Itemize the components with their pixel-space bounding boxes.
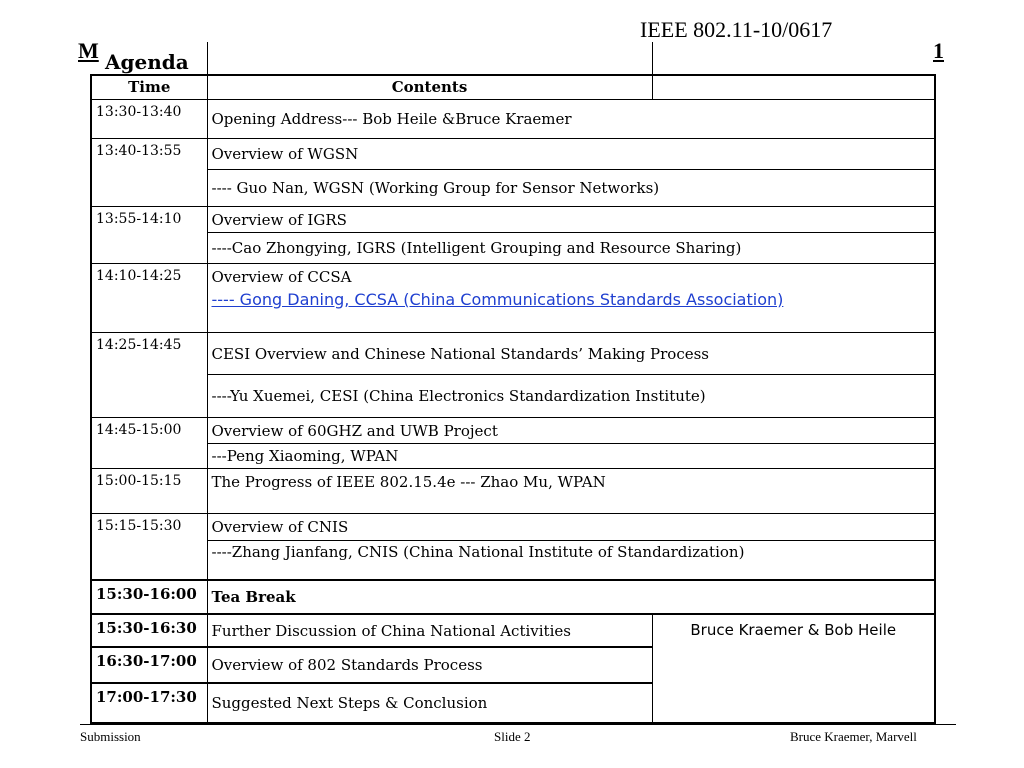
- header-blank-cell: [207, 42, 652, 75]
- content-cell: Overview of WGSN: [207, 138, 935, 170]
- column-header-blank: [652, 75, 935, 100]
- time-cell: 15:30-16:00: [91, 580, 207, 615]
- content-cell: CESI Overview and Chinese National Standards’ Making Process: [207, 333, 935, 375]
- footer-author: Bruce Kraemer, Marvell: [790, 729, 917, 744]
- header-fragment-center: IEEE 802.11-10/0617: [640, 17, 833, 42]
- content-cell: ---- Guo Nan, WGSN (Working Group for Sensor Networks): [207, 170, 935, 207]
- time-cell: 14:10-14:25: [91, 263, 207, 333]
- content-cell: The Progress of IEEE 802.15.4e --- Zhao Mu, WPAN: [207, 469, 935, 514]
- content-cell: ----Yu Xuemei, CESI (China Electronics Standardization Institute): [207, 375, 935, 418]
- time-cell: 15:15-15:30: [91, 514, 207, 580]
- header-blank-cell: [652, 42, 935, 75]
- content-cell: ---Peng Xiaoming, WPAN: [207, 443, 935, 469]
- content-cell: Overview of 802 Standards Process: [207, 647, 652, 683]
- speakers-cell: Bruce Kraemer & Bob Heile: [652, 614, 935, 723]
- time-cell: 14:45-15:00: [91, 418, 207, 469]
- time-cell: 15:00-15:15: [91, 469, 207, 514]
- content-cell: ----Zhang Jianfang, CNIS (China National Institute of Standardization): [207, 541, 935, 580]
- content-cell: Overview of 60GHZ and UWB Project: [207, 418, 935, 444]
- content-cell[interactable]: [207, 290, 935, 333]
- footer-submission: Submission: [80, 729, 141, 744]
- time-cell: 17:00-17:30: [91, 683, 207, 723]
- time-cell: 14:25-14:45: [91, 333, 207, 418]
- content-cell: Opening Address--- Bob Heile &Bruce Kraemer: [207, 99, 935, 138]
- content-cell: Suggested Next Steps & Conclusion: [207, 683, 652, 723]
- time-cell: 15:30-16:30: [91, 614, 207, 647]
- footer-divider: [80, 724, 956, 725]
- agenda-table: [90, 42, 936, 724]
- header-fragment-left: M: [78, 38, 99, 63]
- time-cell: 13:30-13:40: [91, 99, 207, 138]
- content-cell: Overview of IGRS: [207, 207, 935, 233]
- column-header-time: Time: [91, 75, 207, 100]
- time-cell: 13:55-14:10: [91, 207, 207, 263]
- column-header-contents: Contents: [207, 75, 652, 100]
- ccsa-link[interactable]: ---- Gong Daning, CCSA (China Communications Standards Association): [211, 289, 784, 309]
- content-cell: ----Cao Zhongying, IGRS (Intelligent Grouping and Resource Sharing): [207, 232, 935, 263]
- footer-slide-number: Slide 2: [494, 729, 531, 744]
- time-cell: 16:30-17:00: [91, 647, 207, 683]
- content-cell: Tea Break: [207, 580, 935, 615]
- content-cell: Overview of CCSA: [207, 263, 935, 290]
- content-cell: Further Discussion of China National Activities: [207, 614, 652, 647]
- header-fragment-right: 1: [933, 38, 944, 63]
- time-cell: 13:40-13:55: [91, 138, 207, 207]
- content-cell: Overview of CNIS: [207, 514, 935, 541]
- agenda-title: Agenda: [91, 42, 207, 75]
